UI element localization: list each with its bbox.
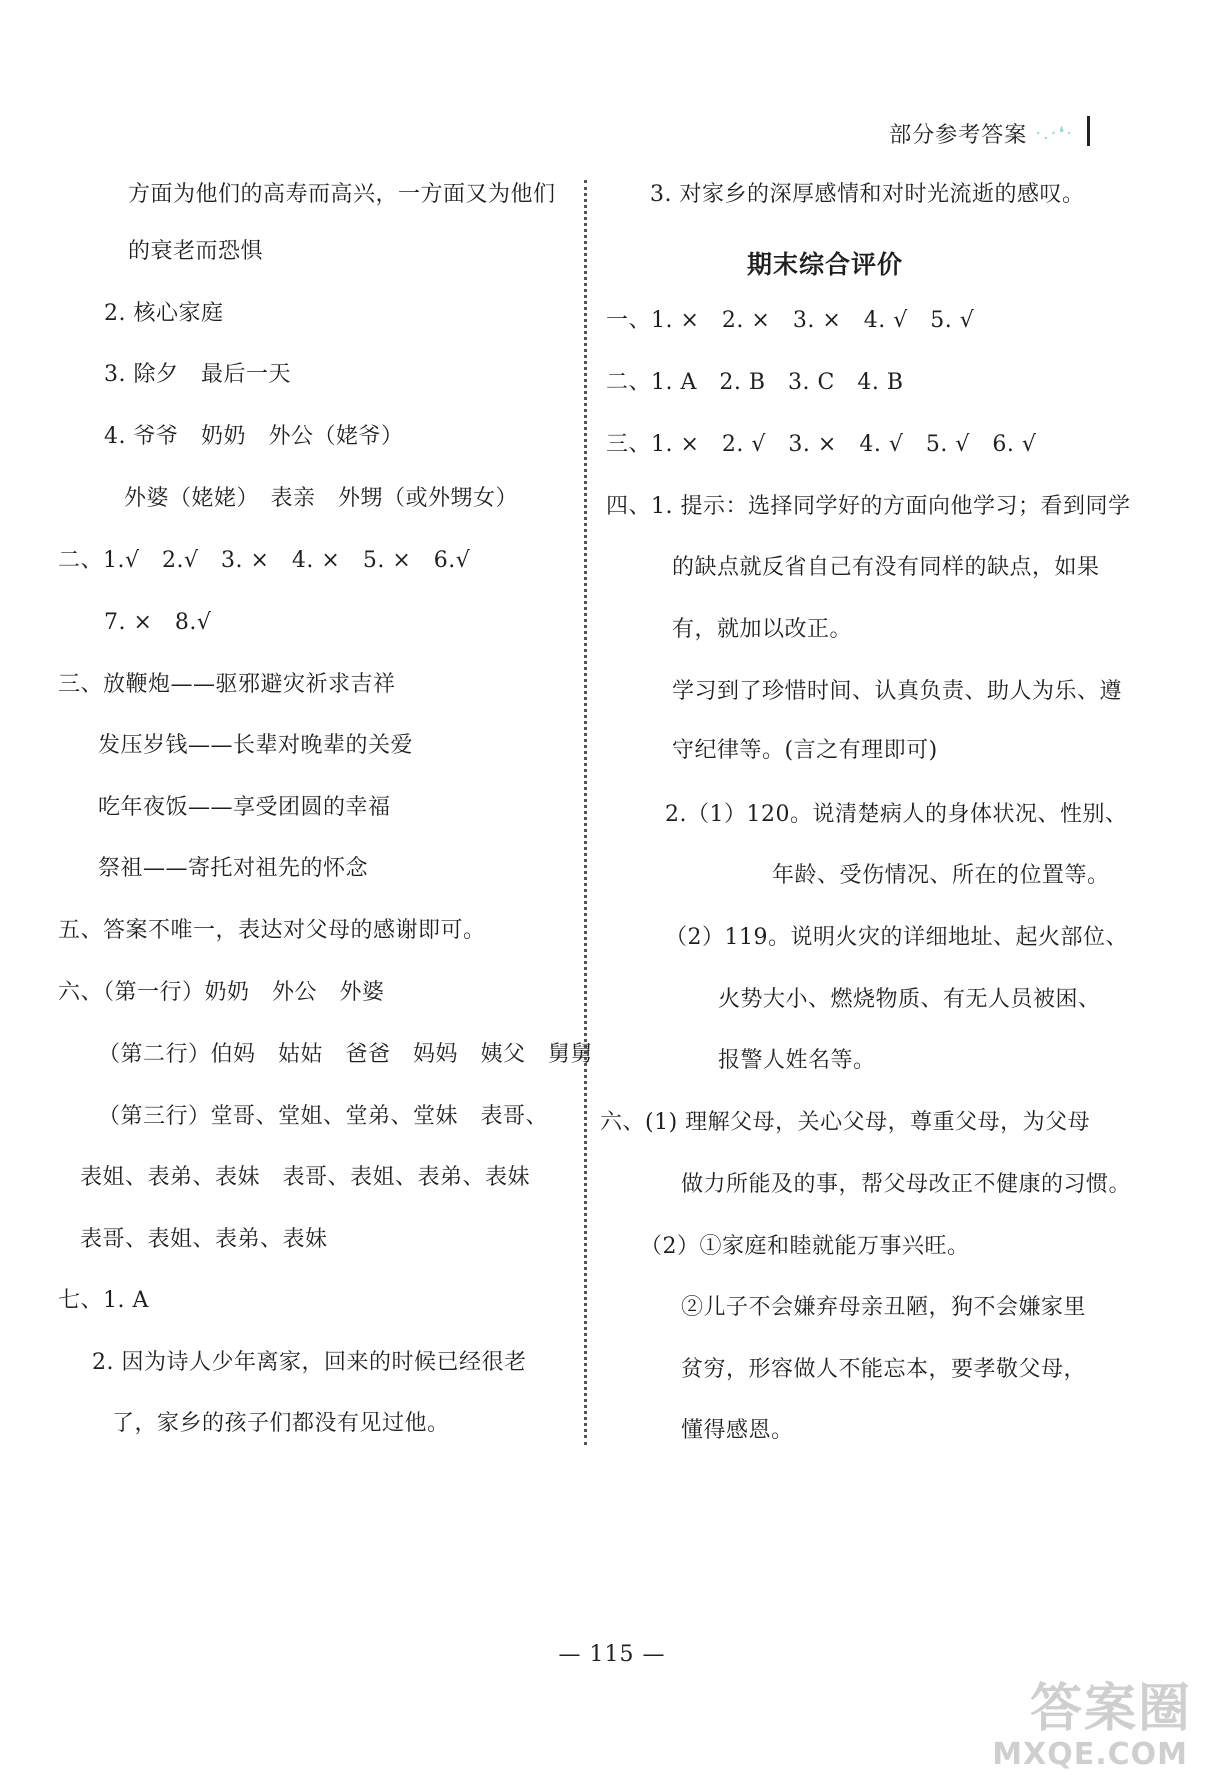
answer-line: 五、答案不唯一，表达对父母的感谢即可。 <box>58 918 486 943</box>
answer-line: 3. 除夕 最后一天 <box>104 362 291 387</box>
answer-line: 做力所能及的事，帮父母改正不健康的习惯。 <box>681 1172 1132 1197</box>
answer-line: 七、1. A <box>58 1288 149 1313</box>
answer-line: 祭祖——寄托对祖先的怀念 <box>98 856 369 881</box>
answer-line: 的缺点就反省自己有没有同样的缺点，如果 <box>672 555 1100 580</box>
header-decoration-icon: ·.·❛· <box>1035 123 1074 144</box>
answer-line: 7. × 8.√ <box>104 610 212 635</box>
answer-line: 年龄、受伤情况、所在的位置等。 <box>772 863 1110 888</box>
answer-line: ②儿子不会嫌弃母亲丑陋，狗不会嫌家里 <box>681 1295 1087 1320</box>
answer-line: （第二行）伯妈 姑姑 爸爸 妈妈 姨父 舅舅 <box>98 1042 594 1067</box>
answer-line: 学习到了珍惜时间、认真负责、助人为乐、遵 <box>672 679 1123 704</box>
answer-line: 4. 爷爷 奶奶 外公（姥爷） <box>104 424 404 449</box>
header-bar <box>1087 116 1090 146</box>
answer-line: 外婆（姥姥） 表亲 外甥（或外甥女） <box>124 486 519 511</box>
answer-line: 一、1. × 2. × 3. × 4. √ 5. √ <box>606 308 975 333</box>
answer-line: 方面为他们的高寿而高兴，一方面又为他们 <box>128 182 556 207</box>
answer-line: 的衰老而恐惧 <box>128 239 264 264</box>
answer-line: （第三行）堂哥、堂姐、堂弟、堂妹 表哥、 <box>98 1104 549 1129</box>
answer-line: 三、放鞭炮——驱邪避灾祈求吉祥 <box>58 672 396 697</box>
watermark <box>992 1679 1210 1786</box>
answer-line: 懂得感恩。 <box>681 1418 794 1443</box>
page-header <box>889 118 1074 149</box>
answer-line: 表哥、表姐、表弟、表妹 <box>80 1227 328 1252</box>
answer-line: （2）①家庭和睦就能万事兴旺。 <box>640 1234 970 1259</box>
answer-line: 3. 对家乡的深厚感情和对时光流逝的感叹。 <box>650 182 1085 207</box>
watermark-url: MXQE.COM <box>992 1737 1188 1772</box>
answer-line: 2. 核心家庭 <box>104 301 224 326</box>
answer-line: 守纪律等。(言之有理即可) <box>672 738 938 763</box>
answer-line: 有，就加以改正。 <box>672 617 853 642</box>
answer-line: 二、1. A 2. B 3. C 4. B <box>606 370 904 395</box>
answer-line: 四、1. 提示：选择同学好的方面向他学习；看到同学 <box>606 494 1131 519</box>
answer-line: 六、(1) 理解父母，关心父母，尊重父母，为父母 <box>600 1110 1091 1135</box>
answer-line: 发压岁钱——长辈对晚辈的关爱 <box>98 733 414 758</box>
answer-line: 了，家乡的孩子们都没有见过他。 <box>112 1411 450 1436</box>
answer-line: 吃年夜饭——享受团圆的幸福 <box>98 795 391 820</box>
page-number: — 115 — <box>558 1642 666 1667</box>
answer-line: 二、1.√ 2.√ 3. × 4. × 5. × 6.√ <box>58 548 471 573</box>
answer-line: 2. 因为诗人少年离家，回来的时候已经很老 <box>92 1350 527 1375</box>
answer-line: 六、（第一行）奶奶 外公 外婆 <box>58 980 385 1005</box>
answer-line: （2）119。说明火灾的详细地址、起火部位、 <box>665 925 1128 950</box>
section-title: 期末综合评价 <box>747 250 904 279</box>
answer-line: 三、1. × 2. √ 3. × 4. √ 5. √ 6. √ <box>606 432 1037 457</box>
watermark-logo-text: 答案圈 <box>1029 1679 1192 1739</box>
answer-line: 贫穷，形容做人不能忘本，要孝敬父母， <box>681 1357 1087 1382</box>
column-divider <box>584 180 587 1445</box>
header-title: 部分参考答案 <box>889 123 1028 148</box>
answer-line: 报警人姓名等。 <box>718 1048 876 1073</box>
answer-line: 2.（1）120。说清楚病人的身体状况、性别、 <box>665 802 1128 827</box>
answer-line: 火势大小、燃烧物质、有无人员被困、 <box>718 987 1101 1012</box>
answer-line: 表姐、表弟、表妹 表哥、表姐、表弟、表妹 <box>80 1165 531 1190</box>
